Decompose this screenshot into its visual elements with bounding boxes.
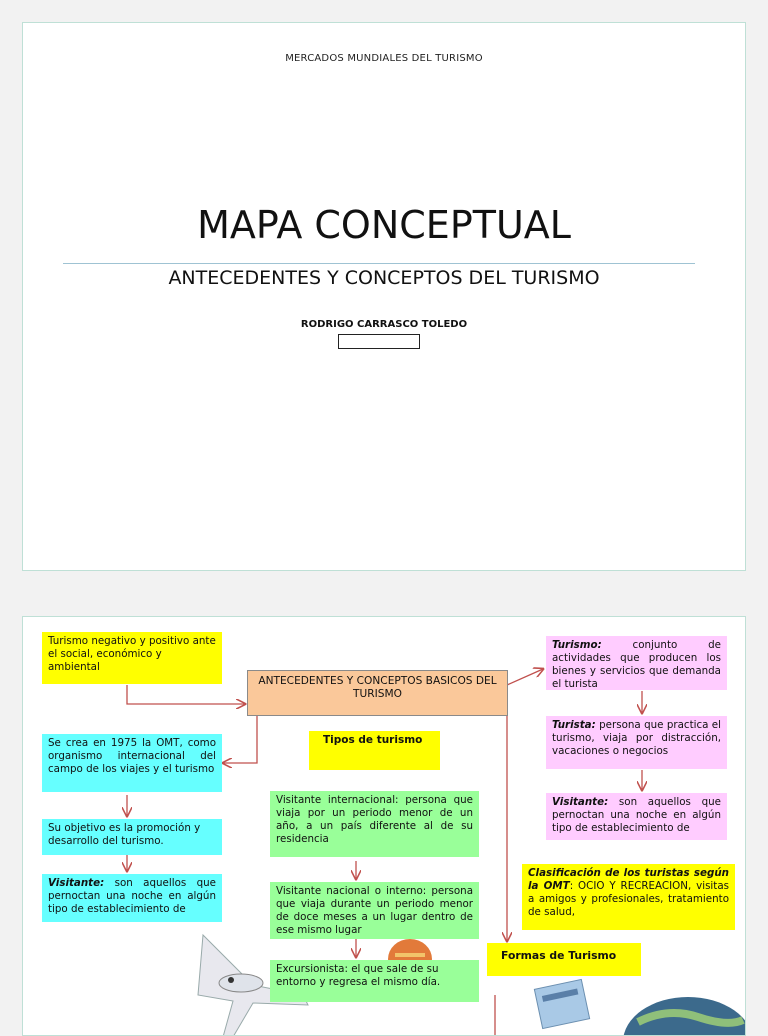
clasificacion-turistas-box xyxy=(522,864,735,930)
turismo-definition: conjunto de actividades que producen los bienes y servicios que demanda el turista xyxy=(552,639,721,690)
formas-de-turismo-box: Formas de Turismo xyxy=(487,943,641,976)
omt-creation-box: Se crea en 1975 la OMT, como organismo internacional del campo de los viajes y el turismo xyxy=(42,734,222,792)
visitante-definition: son aquellos que pernoctan una noche en algún tipo de establecimiento de xyxy=(48,877,216,915)
negative-positive-tourism-box: Turismo negativo y positivo ante el social, económico y ambiental xyxy=(42,632,222,684)
visitante-term: Visitante: xyxy=(48,877,105,889)
title-divider xyxy=(63,263,695,264)
globe-and-travel-image xyxy=(528,972,746,1036)
arrow-central-to-omt xyxy=(223,715,257,763)
tipos-de-turismo-box: Tipos de turismo xyxy=(309,731,440,770)
turismo-definition-box xyxy=(546,636,727,690)
arrow-central-to-turismo xyxy=(507,669,543,685)
arrow-negativo-to-central xyxy=(127,685,245,704)
page-title: MAPA CONCEPTUAL xyxy=(197,203,571,247)
course-name: MERCADOS MUNDIALES DEL TURISMO xyxy=(285,53,483,64)
turismo-term: Turismo: xyxy=(552,639,602,651)
central-concept-box: ANTECEDENTES Y CONCEPTOS BASICOS DEL TURISMO xyxy=(247,670,508,716)
visitante-internacional-box: Visitante internacional: persona que viaja por un periodo menor de un año, a un país diferente al de su residencia xyxy=(270,791,479,857)
clasificacion-text: : OCIO Y RECREACION, visitas a amigos y profesionales, tratamiento de salud, xyxy=(528,880,729,918)
excursionista-box: Excursionista: el que sale de su entorno y regresa el mismo día. xyxy=(270,960,479,1002)
visitante-right-definition: son aquellos que pernoctan una noche en algún tipo de establecimiento de xyxy=(552,796,721,834)
visitante-nacional-box: Visitante nacional o interno: persona que viaja durante un periodo menor de doce meses a un lugar dentro de ese mismo lugar xyxy=(270,882,479,939)
empty-field-box xyxy=(338,334,420,349)
cover-page xyxy=(22,22,746,571)
concept-map-page xyxy=(22,616,746,1036)
visitante-right-box xyxy=(546,793,727,840)
visitante-left-box xyxy=(42,874,222,922)
page-subtitle: ANTECEDENTES Y CONCEPTOS DEL TURISMO xyxy=(168,267,600,289)
author-name: RODRIGO CARRASCO TOLEDO xyxy=(300,319,468,330)
visitante-right-term: Visitante: xyxy=(552,796,609,808)
turista-definition: persona que practica el turismo, viaja por distracción, vacaciones o negocios xyxy=(552,719,721,757)
omt-objective-box: Su objetivo es la promoción y desarrollo del turismo. xyxy=(42,819,222,855)
clasificacion-term: Clasificación de los turistas según la OMT xyxy=(528,867,729,892)
turista-definition-box xyxy=(546,716,727,769)
turista-term: Turista: xyxy=(552,719,596,731)
